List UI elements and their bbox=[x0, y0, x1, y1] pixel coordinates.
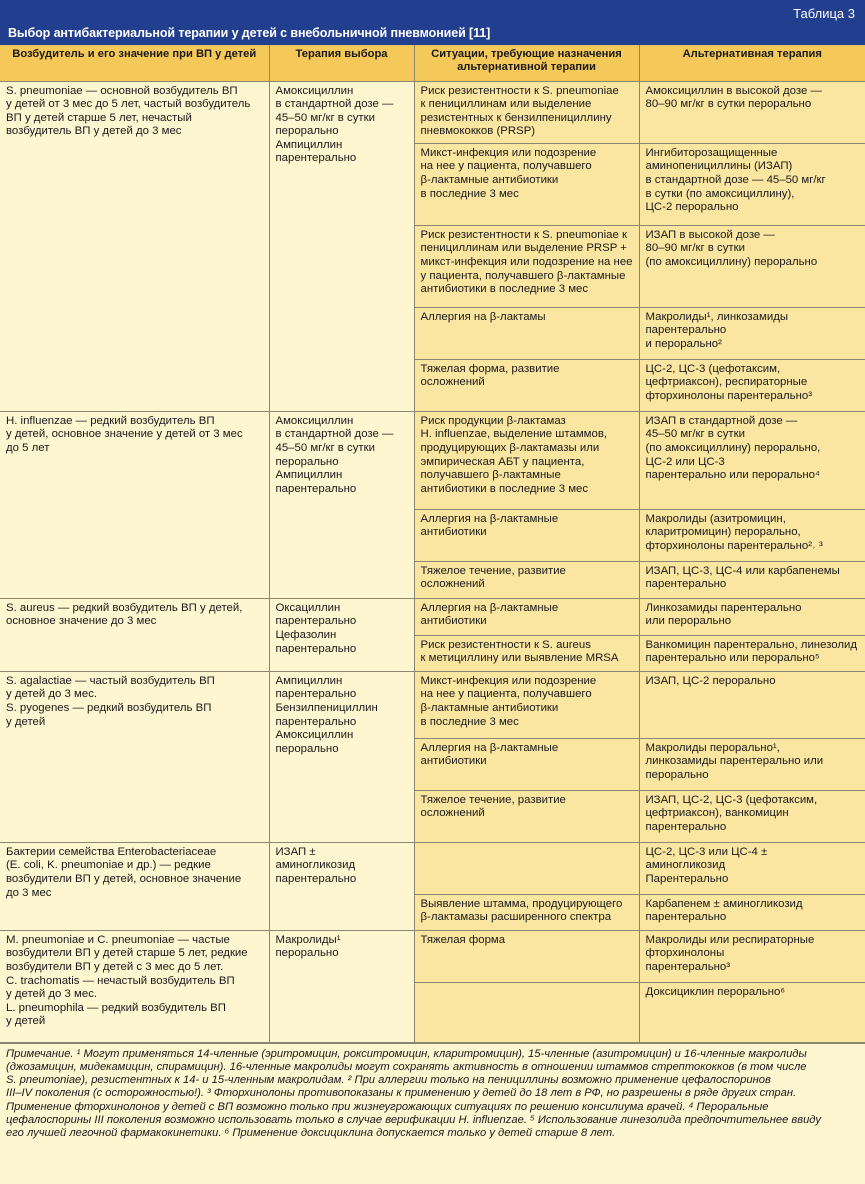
cell-line: ВП у детей старше 5 лет, нечастый bbox=[6, 111, 192, 124]
therapy-cell bbox=[269, 411, 414, 598]
cell-line: цефтриаксон), респираторные bbox=[645, 376, 808, 389]
cell-line: антибиотики bbox=[420, 615, 487, 628]
column-header: Возбудитель и его значение при ВП у детей bbox=[0, 45, 269, 81]
cell-line: (по амоксициллину) перорально bbox=[645, 256, 818, 269]
cell-line: к метициллину или выявление MRSA bbox=[420, 652, 619, 665]
table-title: Выбор антибактериальной терапии у детей с внебольничной пневмонией [11] bbox=[8, 26, 491, 40]
cell-line: до 3 мес bbox=[6, 886, 52, 899]
alternative-cell bbox=[639, 790, 865, 842]
cell-line: цефтриаксон), ванкомицин bbox=[645, 807, 789, 820]
cell-line: у детей до 3 мес. bbox=[6, 988, 98, 1001]
cell-line: в стандартной дозе — bbox=[275, 428, 394, 441]
cell-line: Аллергия на β-лактамные bbox=[420, 601, 559, 614]
cell-line: β-лактамные антибиотики bbox=[420, 702, 559, 715]
situation-cell bbox=[414, 509, 639, 561]
table-row bbox=[0, 411, 865, 509]
cell-line: перорально bbox=[275, 125, 339, 138]
cell-line: Риск резистентности к S. pneumoniae bbox=[420, 84, 619, 97]
situation-cell bbox=[414, 359, 639, 411]
cell-line: парентерально bbox=[275, 688, 357, 701]
cell-line: резистентных к бензилпенициллину bbox=[420, 111, 612, 124]
cell-line: ЦС-2 или ЦС-3 bbox=[645, 455, 725, 468]
cell-line: Доксициклин перорально⁶ bbox=[645, 985, 786, 998]
cell-line: осложнений bbox=[420, 807, 485, 820]
cell-line: Аллергия на β-лактамы bbox=[420, 310, 546, 323]
cell-line: или перорально bbox=[645, 615, 732, 628]
cell-line: Цефазолин bbox=[275, 629, 337, 642]
cell-line: парентерально bbox=[645, 324, 727, 337]
cell-line: парентерально bbox=[275, 615, 357, 628]
alternative-cell bbox=[639, 81, 865, 143]
therapy-cell bbox=[269, 598, 414, 671]
cell-line: антибиотики bbox=[420, 755, 487, 768]
cell-line: Тяжелое течение, развитие bbox=[420, 793, 566, 806]
pathogen-cell bbox=[0, 930, 269, 1042]
cell-line: у детей до 3 мес. bbox=[6, 688, 98, 701]
cell-line: микст-инфекция или подозрение на нее bbox=[420, 256, 633, 269]
cell-line: Тяжелая форма, развитие bbox=[420, 362, 560, 375]
cell-line: Макролиды (азитромицин, bbox=[645, 512, 786, 525]
cell-line: 45–50 мг/кг в сутки bbox=[645, 428, 745, 441]
cell-line: Парентерально bbox=[645, 873, 729, 886]
situation-cell bbox=[414, 307, 639, 359]
cell-line: Линкозамиды парентерально bbox=[645, 601, 802, 614]
cell-line: перорально bbox=[275, 947, 339, 960]
note-line: Применение фторхинолонов у детей с ВП возможно только при жизнеугрожающих ситуациях по решению консилиума врачей. ⁴ Пероральные bbox=[6, 1100, 769, 1113]
alternative-cell bbox=[639, 359, 865, 411]
cell-line: 45–50 мг/кг в сутки bbox=[275, 442, 375, 455]
cell-line: Макролиды перорально¹, bbox=[645, 741, 780, 754]
cell-line: ЦС-2, ЦС-3 или ЦС-4 ± bbox=[645, 845, 768, 858]
cell-line: Микст-инфекция или подозрение bbox=[420, 674, 597, 687]
cell-line: парентерально или перорально⁵ bbox=[645, 652, 820, 665]
cell-line: Риск продукции β-лактамаз bbox=[420, 414, 566, 427]
note-line: (джозамицин, мидекамицин, спирамицин). 16-членные макролиды могут сохранять активность в отношении штаммов стрептококков (в том числе bbox=[6, 1061, 807, 1074]
alternative-cell bbox=[639, 143, 865, 225]
pathogen-cell bbox=[0, 842, 269, 930]
alternative-cell bbox=[639, 561, 865, 598]
situation-cell bbox=[414, 738, 639, 790]
alternative-cell bbox=[639, 738, 865, 790]
alternative-cell bbox=[639, 671, 865, 738]
cell-line: фторхинолоны парентерально²˒ ³ bbox=[645, 540, 823, 553]
cell-line: Ванкомицин парентерально, линезолид bbox=[645, 638, 858, 651]
cell-line: ИЗАП, ЦС-2 перорально bbox=[645, 674, 776, 687]
situation-cell bbox=[414, 930, 639, 982]
table-header-bar bbox=[0, 0, 865, 45]
cell-line: получавшего β-лактамные bbox=[420, 469, 561, 482]
cell-line: Макролиды или респираторные bbox=[645, 933, 815, 946]
cell-line: у детей, основное значение у детей от 3 мес bbox=[6, 428, 243, 441]
table-row bbox=[0, 930, 865, 982]
cell-line: на нее у пациента, получавшего bbox=[420, 688, 592, 701]
cell-line: S. pyogenes — редкий возбудитель ВП bbox=[6, 702, 212, 715]
cell-line: Тяжелая форма bbox=[420, 933, 506, 946]
situation-cell bbox=[414, 635, 639, 671]
table-note bbox=[0, 1043, 865, 1184]
cell-line: β-лактамные антибиотики bbox=[420, 174, 559, 187]
cell-line: пенициллинам или выделение PRSP + bbox=[420, 242, 627, 255]
cell-line: в сутки (по амоксициллину), bbox=[645, 187, 795, 200]
cell-line: H. influenzae, выделение штаммов, bbox=[420, 428, 608, 441]
cell-line: фторхинолоны bbox=[645, 947, 725, 960]
cell-line: Ингибиторозащищенные bbox=[645, 146, 778, 159]
therapy-cell bbox=[269, 81, 414, 411]
cell-line: ЦС-2 перорально bbox=[645, 201, 739, 214]
cell-line: Аллергия на β-лактамные bbox=[420, 741, 559, 754]
cell-line: (по амоксициллину) перорально, bbox=[645, 442, 821, 455]
cell-line: фторхинолоны парентерально³ bbox=[645, 390, 812, 403]
alternative-cell bbox=[639, 842, 865, 894]
cell-line: парентерально bbox=[275, 715, 357, 728]
column-header: Ситуации, требующие назначения альтернативной терапии bbox=[414, 45, 639, 81]
cell-line: в стандартной дозе — bbox=[275, 98, 394, 111]
table-row bbox=[0, 671, 865, 738]
cell-line: S. pneumoniae — основной возбудитель ВП bbox=[6, 84, 238, 97]
cell-line: ИЗАП в стандартной дозе — bbox=[645, 414, 798, 427]
cell-line: Бензилпенициллин bbox=[275, 702, 378, 715]
column-header: Альтернативная терапия bbox=[639, 45, 865, 81]
cell-line: ИЗАП в высокой дозе — bbox=[645, 228, 775, 241]
cell-line: Аллергия на β-лактамные bbox=[420, 512, 559, 525]
alternative-cell bbox=[639, 982, 865, 1042]
cell-line: возбудители ВП у детей с 3 мес до 5 лет. bbox=[6, 961, 224, 974]
cell-line: и перорально² bbox=[645, 338, 722, 351]
cell-line: антибиотики в последние 3 мес bbox=[420, 482, 589, 495]
cell-line: ИЗАП ± bbox=[275, 845, 316, 858]
situation-cell bbox=[414, 982, 639, 1042]
cell-line: парентерально bbox=[275, 873, 357, 886]
cell-line: парентерально bbox=[275, 482, 357, 495]
cell-line: Ампициллин bbox=[275, 138, 343, 151]
cell-line: Ампициллин bbox=[275, 674, 343, 687]
cell-line: Карбапенем ± аминогликозид bbox=[645, 897, 803, 910]
alternative-cell bbox=[639, 598, 865, 635]
situation-cell bbox=[414, 842, 639, 894]
cell-line: Риск резистентности к S. pneumoniae к bbox=[420, 228, 627, 241]
cell-line: 45–50 мг/кг в сутки bbox=[275, 111, 375, 124]
cell-line: Микст-инфекция или подозрение bbox=[420, 146, 597, 159]
cell-line: Амоксициллин в высокой дозе — bbox=[645, 84, 822, 97]
pathogen-cell bbox=[0, 671, 269, 842]
cell-line: Амоксициллин bbox=[275, 84, 354, 97]
cell-line: аминопенициллины (ИЗАП) bbox=[645, 160, 793, 173]
alternative-cell bbox=[639, 509, 865, 561]
cell-line: Тяжелое течение, развитие bbox=[420, 564, 566, 577]
cell-line: осложнений bbox=[420, 578, 485, 591]
cell-line: Риск резистентности к S. aureus bbox=[420, 638, 591, 651]
cell-line: антибиотики bbox=[420, 526, 487, 539]
cell-line: кларитромицин) перорально, bbox=[645, 526, 801, 539]
cell-line: H. influenzae — редкий возбудитель ВП bbox=[6, 414, 215, 427]
cell-line: M. pneumoniae и C. pneumoniae — частые bbox=[6, 933, 230, 946]
cell-line: осложнений bbox=[420, 376, 485, 389]
cell-line: Бактерии семейства Enterobacteriaceae bbox=[6, 845, 217, 858]
cell-line: L. pneumophila — редкий возбудитель ВП bbox=[6, 1001, 226, 1014]
cell-line: до 5 лет bbox=[6, 442, 50, 455]
cell-line: антибиотики в последние 3 мес bbox=[420, 283, 589, 296]
cell-line: парентерально bbox=[275, 642, 357, 655]
cell-line: 80–90 мг/кг в сутки bbox=[645, 242, 745, 255]
cell-line: Выявление штамма, продуцирующего bbox=[420, 897, 623, 910]
cell-line: Амоксициллин bbox=[275, 414, 354, 427]
cell-line: у пациента, получавшего β-лактамные bbox=[420, 269, 626, 282]
table-row bbox=[0, 842, 865, 894]
situation-cell bbox=[414, 225, 639, 307]
therapy-table bbox=[0, 45, 865, 1043]
cell-line: ИЗАП, ЦС-3, ЦС-4 или карбапенемы bbox=[645, 564, 840, 577]
alternative-cell bbox=[639, 930, 865, 982]
pathogen-cell bbox=[0, 81, 269, 411]
note-line: S. pneumoniae), резистентных к 14- и 15-членным макролидам. ² При аллергии только на пенициллины возможно применение цефалоспоринов bbox=[6, 1074, 771, 1087]
cell-line: перорально bbox=[645, 769, 709, 782]
cell-line: ИЗАП, ЦС-2, ЦС-3 (цефотаксим, bbox=[645, 793, 818, 806]
cell-line: возбудители ВП у детей старше 5 лет, редкие bbox=[6, 947, 248, 960]
cell-line: Макролиды¹ bbox=[275, 933, 341, 946]
cell-line: Амоксициллин bbox=[275, 729, 354, 742]
situation-cell bbox=[414, 411, 639, 509]
cell-line: на нее у пациента, получавшего bbox=[420, 160, 592, 173]
cell-line: основное значение до 3 мес bbox=[6, 615, 157, 628]
table-body bbox=[0, 81, 865, 1042]
note-line: цефалоспорины III поколения возможно использовать только в случае верификации H. influenzae. ⁵ Использование линезолида предпочтительнее ввиду bbox=[6, 1113, 821, 1126]
therapy-cell bbox=[269, 671, 414, 842]
alternative-cell bbox=[639, 635, 865, 671]
cell-line: парентерально³ bbox=[645, 961, 731, 974]
table-row bbox=[0, 598, 865, 635]
cell-line: парентерально или перорально⁴ bbox=[645, 469, 820, 482]
pathogen-cell bbox=[0, 598, 269, 671]
alternative-cell bbox=[639, 225, 865, 307]
column-header-row bbox=[0, 45, 865, 81]
cell-line: в последние 3 мес bbox=[420, 715, 519, 728]
cell-line: к пенициллинам или выделение bbox=[420, 98, 592, 111]
cell-line: перорально bbox=[275, 742, 339, 755]
note-line: Примечание. ¹ Могут применяться 14-членные (эритромицин, рокситромицин, кларитромицин), 15-членные (азитромицин) и 16-членные макролиды bbox=[6, 1047, 807, 1060]
situation-cell bbox=[414, 143, 639, 225]
situation-cell bbox=[414, 671, 639, 738]
cell-line: ЦС-2, ЦС-3 (цефотаксим, bbox=[645, 362, 781, 375]
cell-line: парентерально bbox=[645, 821, 727, 834]
cell-line: Оксациллин bbox=[275, 601, 341, 614]
cell-line: в стандартной дозе — 45–50 мг/кг bbox=[645, 174, 826, 187]
note-line: его лучшей легочной фармакокинетики. ⁶ Применение доксициклина допускается только у детей старше 8 лет. bbox=[6, 1127, 616, 1140]
cell-line: возбудитель ВП у детей до 3 мес bbox=[6, 125, 182, 138]
situation-cell bbox=[414, 561, 639, 598]
cell-line: парентерально bbox=[275, 152, 357, 165]
cell-line: пневмококков (PRSP) bbox=[420, 125, 536, 138]
cell-line: у детей bbox=[6, 1015, 46, 1028]
pathogen-cell bbox=[0, 411, 269, 598]
cell-line: аминогликозид bbox=[275, 859, 356, 872]
cell-line: Макролиды¹, линкозамиды bbox=[645, 310, 789, 323]
situation-cell bbox=[414, 894, 639, 930]
cell-line: продуцирующих β-лактамазы или bbox=[420, 442, 600, 455]
column-header: Терапия выбора bbox=[269, 45, 414, 81]
note-line: III–IV поколения (с осторожностью!). ³ Фторхинолоны противопоказаны к применению у детей до 18 лет в РФ, но разрешены в ряде других стран. bbox=[6, 1087, 797, 1100]
situation-cell bbox=[414, 598, 639, 635]
alternative-cell bbox=[639, 894, 865, 930]
cell-line: (E. coli, K. pneumoniae и др.) — редкие bbox=[6, 859, 211, 872]
cell-line: C. trachomatis — нечастый возбудитель ВП bbox=[6, 974, 235, 987]
cell-line: возбудители ВП у детей, основное значение bbox=[6, 873, 242, 886]
cell-line: Ампициллин bbox=[275, 469, 343, 482]
table-row bbox=[0, 81, 865, 143]
cell-line: перорально bbox=[275, 455, 339, 468]
cell-line: эмпирическая АБТ у пациента, bbox=[420, 455, 585, 468]
cell-line: S. agalactiae — частый возбудитель ВП bbox=[6, 674, 215, 687]
cell-line: в последние 3 мес bbox=[420, 187, 519, 200]
cell-line: аминогликозид bbox=[645, 859, 726, 872]
alternative-cell bbox=[639, 411, 865, 509]
cell-line: 80–90 мг/кг в сутки перорально bbox=[645, 98, 812, 111]
cell-line: линкозамиды парентерально или bbox=[645, 755, 824, 768]
cell-line: у детей от 3 мес до 5 лет, частый возбудитель bbox=[6, 98, 251, 111]
situation-cell bbox=[414, 790, 639, 842]
cell-line: S. aureus — редкий возбудитель ВП у детей, bbox=[6, 601, 243, 614]
cell-line: парентерально bbox=[645, 911, 727, 924]
cell-line: β-лактамазы расширенного спектра bbox=[420, 911, 612, 924]
table-label: Таблица 3 bbox=[793, 6, 855, 21]
alternative-cell bbox=[639, 307, 865, 359]
situation-cell bbox=[414, 81, 639, 143]
cell-line: у детей bbox=[6, 715, 46, 728]
therapy-cell bbox=[269, 842, 414, 930]
cell-line: парентерально bbox=[645, 578, 727, 591]
therapy-cell bbox=[269, 930, 414, 1042]
